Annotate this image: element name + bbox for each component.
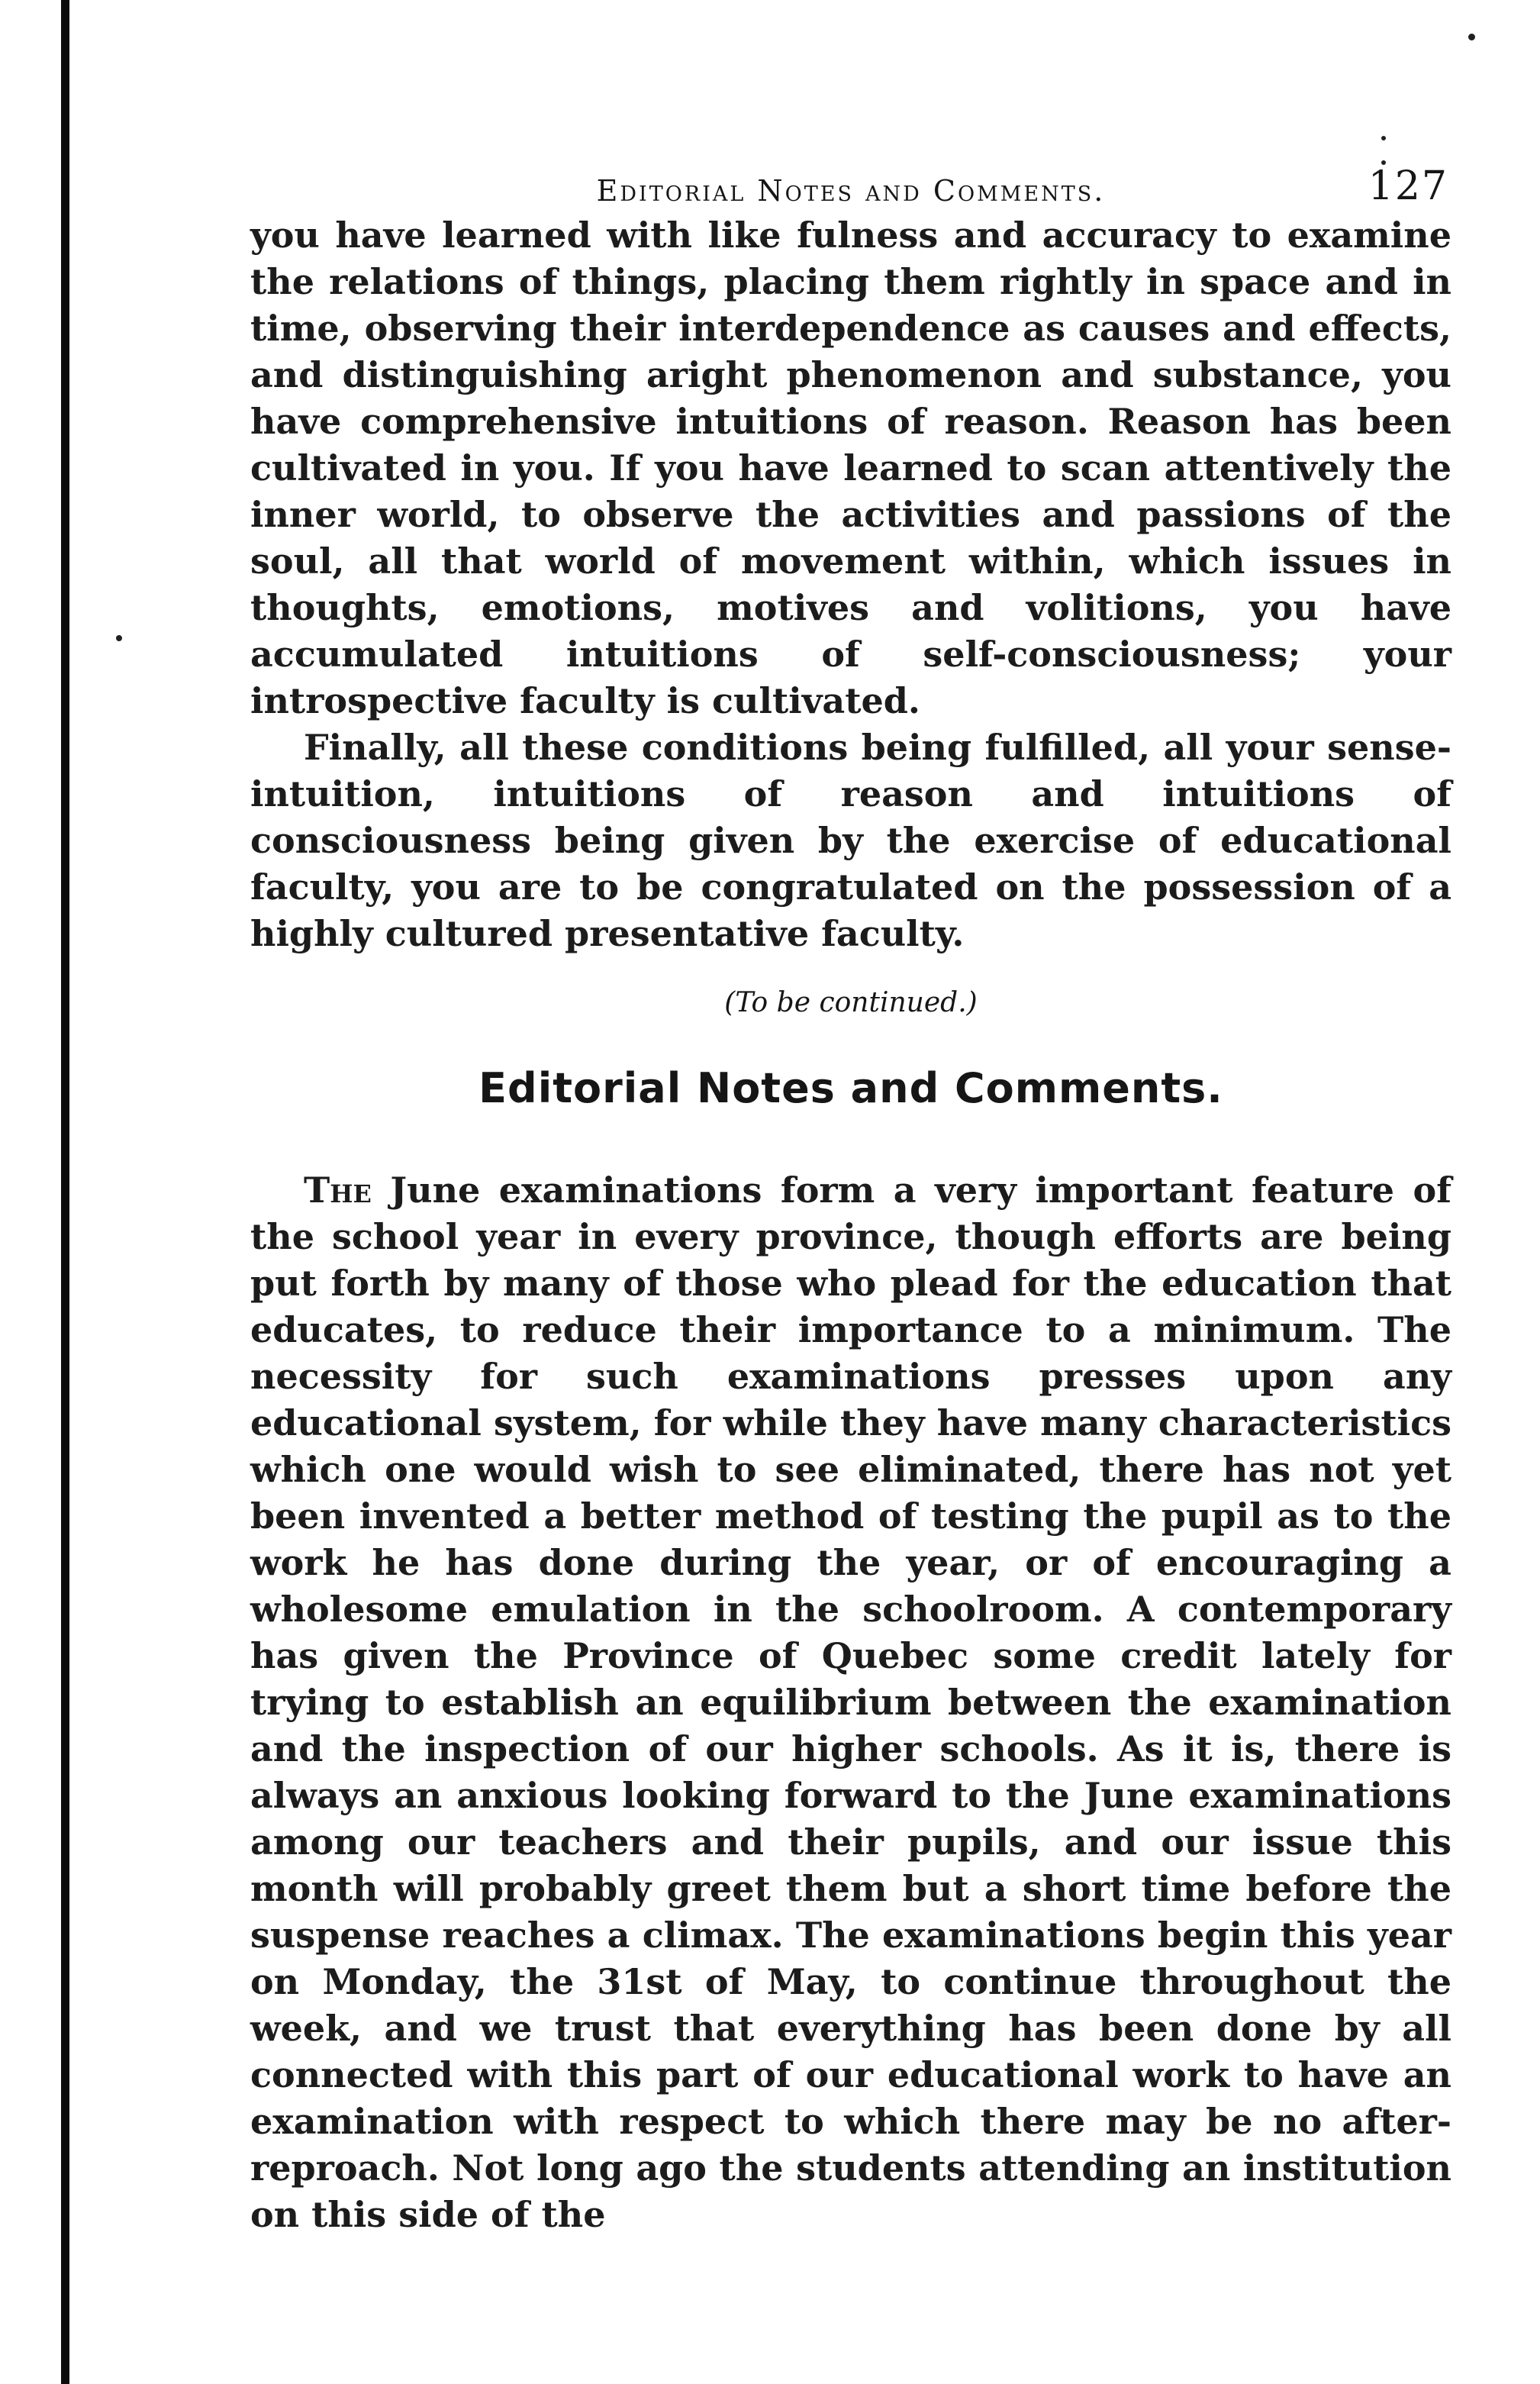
continuation-paragraph-1: you have learned with like fulness and accuracy to examine the relations of things, placing them rightly in space and in time, observing their interdependence as causes and effects, and distinguishing aright phenomenon and substance, you have comprehensive intuitions of reason. Reason has been cultivated in you. If you have learned to scan attentively the inner world, to observe the activities and passions of the soul, all that world of movement within, which issues in thoughts, emotions, motives and volitions, you have accumulated intuitions of self-consciousness; your introspective faculty is cultivated.: [250, 215, 1451, 721]
continuation-paragraph-2: Finally, all these conditions being fulfilled, all your sense-intuition, intuitions of reason and intuitions of consciousness being given by the exercise of educational faculty, you are to be congratulated on the possession of a highly cultured presentative faculty.: [250, 727, 1451, 954]
page-binding-edge: [61, 0, 69, 2384]
running-head-title: Editorial Notes and Comments.: [596, 174, 1106, 208]
running-head: [250, 147, 1451, 212]
editorial-paragraph-1-text: June examinations form a very important feature of the school year in every province, though efforts are being put forth by many of those who plead for the education that educates, to reduce their importance to a minimum. The necessity for such examinations presses upon any educational system, for while they have many characteristics which one would wish to see eliminated, there has not yet been invented a better method of testing the pupil as to the work he has done during the year, or of encouraging a wholesome emulation in the schoolroom. A contemporary has given the Province of Quebec some credit lately for trying to establish an equilibrium between the examination and the inspection of our higher schools. As it is, there is always an anxious looking forward to the June examinations among our teachers and their pupils, and our issue this month will probably greet them but a short time before the suspense reaches a climax. The examinations begin this year on Monday, the 31st of May, to continue throughout the week, and we trust that everything has been done by all connected with this part of our educational work to have an examination with respect to which there may be no after-reproach. Not long ago the students attending an institution on this side of the: [250, 1169, 1451, 2235]
print-speck: [1468, 34, 1475, 40]
editorial-paragraph-1: [250, 1167, 1451, 2238]
page-number: 127: [1368, 163, 1448, 209]
section-title: Editorial Notes and Comments.: [478, 1064, 1223, 1112]
lead-word: The: [304, 1169, 372, 1211]
print-speck: [1381, 136, 1386, 140]
book-page: [250, 147, 1451, 2238]
to-be-continued-note: (To be continued.): [724, 987, 978, 1018]
print-speck: [116, 635, 122, 641]
